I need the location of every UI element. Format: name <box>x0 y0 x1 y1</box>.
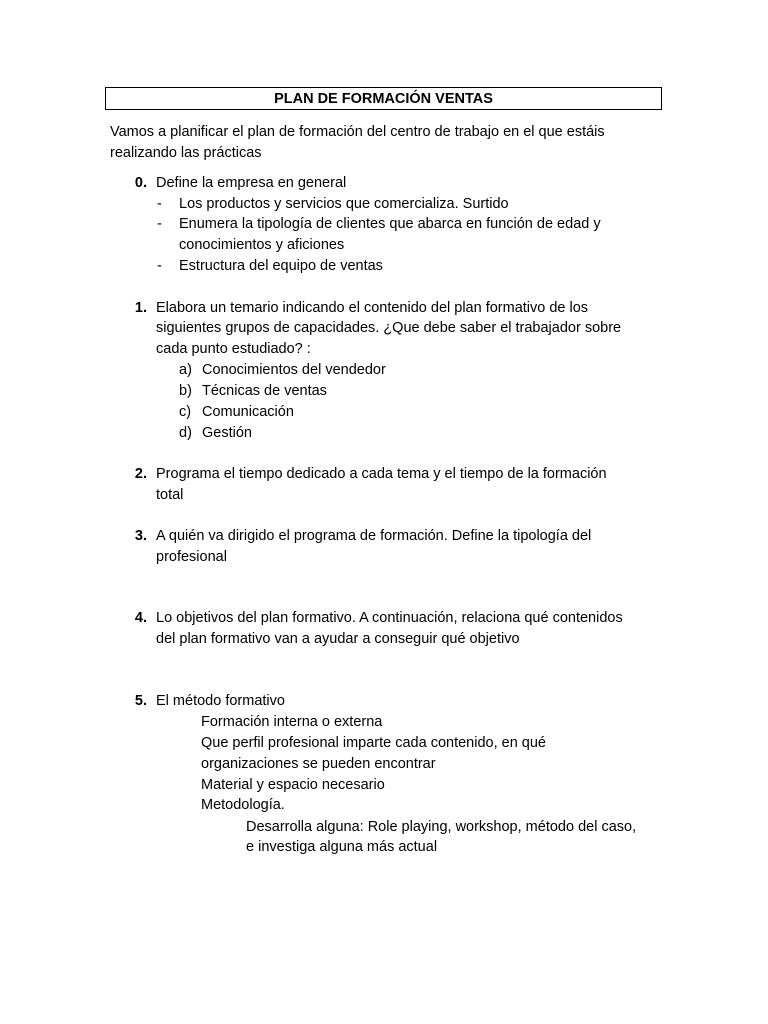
title-box <box>105 87 662 110</box>
document-title: PLAN DE FORMACIÓN VENTAS <box>274 90 493 107</box>
item-5-indent1-line-4: Material y espacio necesario <box>201 777 385 793</box>
item-number-1: 1. <box>134 300 147 316</box>
item-3-line-1: A quién va dirigido el programa de formación. Define la tipología del <box>156 528 592 544</box>
item-4-line-2: del plan formativo van a ayudar a conseguir qué objetivo <box>156 631 520 647</box>
sub-item-c: Comunicación <box>202 404 294 420</box>
item-0-line-1: Define la empresa en general <box>156 175 347 191</box>
item-2-line-1: Programa el tiempo dedicado a cada tema y el tiempo de la formación <box>156 466 607 482</box>
item-number-3: 3. <box>134 528 147 544</box>
item-5-indent1-line-1: Formación interna o externa <box>201 714 383 730</box>
intro-line-2: realizando las prácticas <box>110 145 262 161</box>
bullet-dash: - <box>157 196 162 212</box>
sub-marker-d: d) <box>179 425 192 441</box>
item-1-line-1: Elabora un temario indicando el contenido del plan formativo de los <box>156 300 589 316</box>
item-number-2: 2. <box>134 466 147 482</box>
sub-marker-c: c) <box>179 404 192 420</box>
intro-line-1: Vamos a planificar el plan de formación del centro de trabajo en el que estáis <box>110 124 605 140</box>
item-3-line-2: profesional <box>156 549 227 565</box>
item-1-line-2: siguientes grupos de capacidades. ¿Que debe saber el trabajador sobre <box>156 320 622 336</box>
item-number-0: 0. <box>134 175 147 191</box>
item-5-indent2-line-1: Desarrolla alguna: Role playing, workshop, método del caso, <box>246 819 637 835</box>
sub-item-d: Gestión <box>202 425 252 441</box>
item-5-indent1-line-2: Que perfil profesional imparte cada contenido, en qué <box>201 735 546 751</box>
item-5-indent2-line-2: e investiga alguna más actual <box>246 839 438 855</box>
item-0-sub-2-line-1: Enumera la tipología de clientes que abarca en función de edad y <box>179 216 601 232</box>
item-1-line-3: cada punto estudiado? : <box>156 341 311 357</box>
sub-marker-b: b) <box>179 383 192 399</box>
item-2-line-2: total <box>156 487 184 503</box>
item-5-indent1-line-3: organizaciones se pueden encontrar <box>201 756 436 772</box>
item-5-indent1-line-5: Metodología. <box>201 797 285 813</box>
item-5-line-1: El método formativo <box>156 693 285 709</box>
bullet-dash: - <box>157 258 162 274</box>
item-4-line-1: Lo objetivos del plan formativo. A continuación, relaciona qué contenidos <box>156 610 623 626</box>
item-0-sub-3: Estructura del equipo de ventas <box>179 258 383 274</box>
item-number-5: 5. <box>134 693 147 709</box>
sub-item-b: Técnicas de ventas <box>202 383 327 399</box>
sub-marker-a: a) <box>179 362 192 378</box>
item-0-sub-1: Los productos y servicios que comercializa. Surtido <box>179 196 509 212</box>
item-0-sub-2-line-2: conocimientos y aficiones <box>179 237 345 253</box>
item-number-4: 4. <box>134 610 147 626</box>
bullet-dash: - <box>157 216 162 232</box>
sub-item-a: Conocimientos del vendedor <box>202 362 386 378</box>
